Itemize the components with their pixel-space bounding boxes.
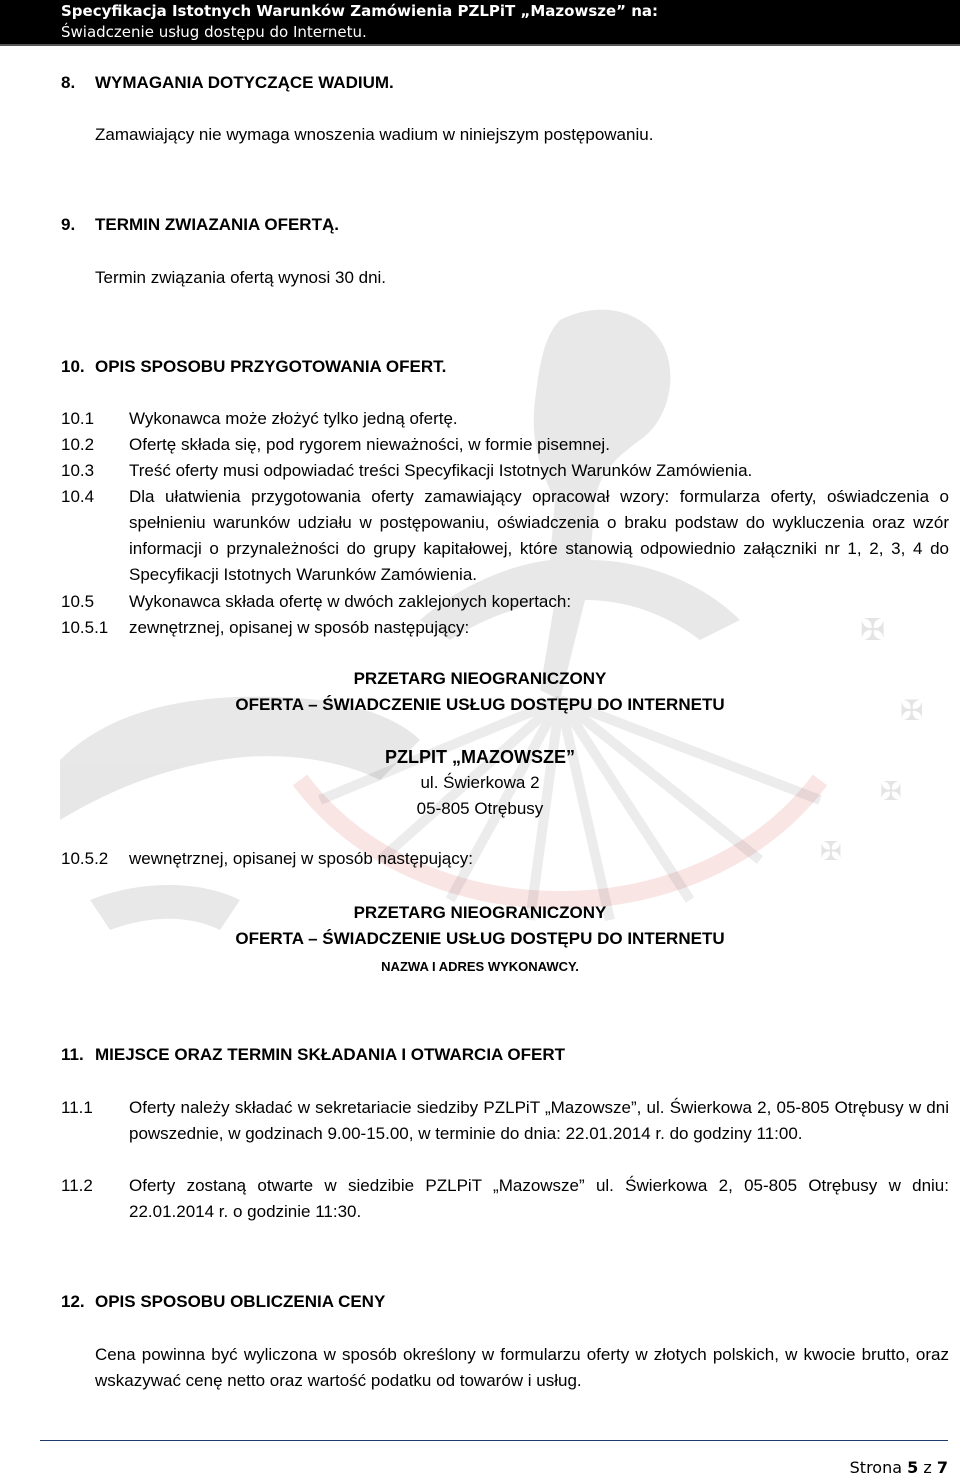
section-8-title: WYMAGANIA DOTYCZĄCE WADIUM.: [95, 73, 394, 92]
item-text: wewnętrznej, opisanej w sposób następujący:: [129, 849, 473, 868]
envelope-outer-line1: PRZETARG NIEOGRANICZONY: [353, 669, 607, 688]
envelope-inner-line2: OFERTA – ŚWIADCZENIE USŁUG DOSTĘPU DO INTERNETU: [235, 929, 725, 948]
section-11-number: 11.: [61, 1045, 84, 1064]
item-number: 10.3: [61, 461, 95, 480]
item-number: 10.5.2: [61, 849, 109, 868]
section-10-title: OPIS SPOSOBU PRZYGOTOWANIA OFERT.: [95, 357, 447, 376]
section-9-title: TERMIN ZWIAZANIA OFERTĄ.: [95, 215, 339, 234]
section-12-text: Cena powinna być wyliczona w sposób określony w formularzu oferty w złotych polskich, w kwocie brutto, oraz wskazywać cenę netto oraz wartość podatku od towarów i usług.: [95, 1345, 949, 1390]
item-text: zewnętrznej, opisanej w sposób następujący:: [129, 618, 470, 637]
envelope-outer-line4: ul. Świerkowa 2: [420, 773, 540, 792]
envelope-outer-line2: OFERTA – ŚWIADCZENIE USŁUG DOSTĘPU DO INTERNETU: [235, 695, 725, 714]
item-text: Wykonawca składa ofertę w dwóch zaklejonych kopertach:: [129, 592, 572, 611]
envelope-inner-line3: NAZWA I ADRES WYKONAWCY.: [381, 959, 579, 974]
section-10-number: 10.: [61, 357, 85, 376]
page-label: Strona: [849, 1458, 903, 1477]
item-text: Treść oferty musi odpowiadać treści Specyfikacji Istotnych Warunków Zamówienia.: [129, 461, 753, 480]
item-number: 10.1: [61, 409, 95, 428]
item-number: 11.2: [61, 1176, 93, 1195]
item-text: Dla ułatwienia przygotowania oferty zamawiający opracował wzory: formularza oferty, oświadczenia o spełnieniu warunków udziału w postępowaniu, oświadczenia o braku podstaw do wykluczenia oraz wzór informacji o przynależności do grupy kapitałowej, które stanowią odpowiednio załączniki nr 1, 2, 3, 4 do Specyfikacji Istotnych Warunków Zamówienia.: [129, 487, 949, 584]
item-number: 10.4: [61, 487, 95, 506]
section-9-text: Termin związania ofertą wynosi 30 dni.: [95, 268, 387, 287]
page-of: z: [923, 1458, 932, 1477]
envelope-inner-line1: PRZETARG NIEOGRANICZONY: [353, 903, 607, 922]
item-text: Oferty należy składać w sekretariacie siedziby PZLPiT „Mazowsze”, ul. Świerkowa 2, 05-805 Otrębusy w dni powszednie, w godzinach 9.00-15.00, w terminie do dnia: 22.01.2014 r. do godziny 11:00.: [129, 1098, 949, 1143]
item-text: Oferty zostaną otwarte w siedzibie PZLPiT „Mazowsze” ul. Świerkowa 2, 05-805 Otrębusy w dniu: 22.01.2014 r. o godzinie 11:30.: [129, 1176, 949, 1221]
svg-text:✠: ✠: [820, 837, 842, 867]
section-8-text: Zamawiający nie wymaga wnoszenia wadium w niniejszym postępowaniu.: [95, 125, 654, 144]
header-title: Specyfikacja Istotnych Warunków Zamówienia PZLPiT „Mazowsze” na:: [61, 2, 659, 20]
section-11-title: MIEJSCE ORAZ TERMIN SKŁADANIA I OTWARCIA OFERT: [95, 1045, 566, 1064]
item-text: Ofertę składa się, pod rygorem nieważności, w formie pisemnej.: [129, 435, 610, 454]
footer-divider: [40, 1440, 948, 1441]
section-9-number: 9.: [61, 215, 76, 234]
item-number: 11.1: [61, 1098, 93, 1117]
envelope-outer-line5: 05-805 Otrębusy: [416, 799, 544, 818]
page-header: [0, 0, 960, 44]
svg-text:✠: ✠: [860, 613, 886, 648]
svg-text:✠: ✠: [880, 777, 902, 807]
section-8-number: 8.: [61, 73, 76, 92]
item-number: 10.5: [61, 592, 95, 611]
header-subtitle: Świadczenie usług dostępu do Internetu.: [61, 23, 367, 41]
item-number: 10.5.1: [61, 618, 109, 637]
envelope-outer-line3: PZLPIT „MAZOWSZE”: [385, 747, 575, 767]
page-number: [850, 1458, 948, 1477]
item-text: Wykonawca może złożyć tylko jedną ofertę.: [129, 409, 458, 428]
item-number: 10.2: [61, 435, 95, 454]
current-page: 5: [907, 1458, 919, 1477]
section-12-title: OPIS SPOSOBU OBLICZENIA CENY: [95, 1292, 386, 1311]
header-divider: [0, 44, 960, 46]
section-12-number: 12.: [61, 1292, 85, 1311]
total-pages: 7: [936, 1458, 948, 1477]
svg-text:✠: ✠: [900, 694, 924, 727]
